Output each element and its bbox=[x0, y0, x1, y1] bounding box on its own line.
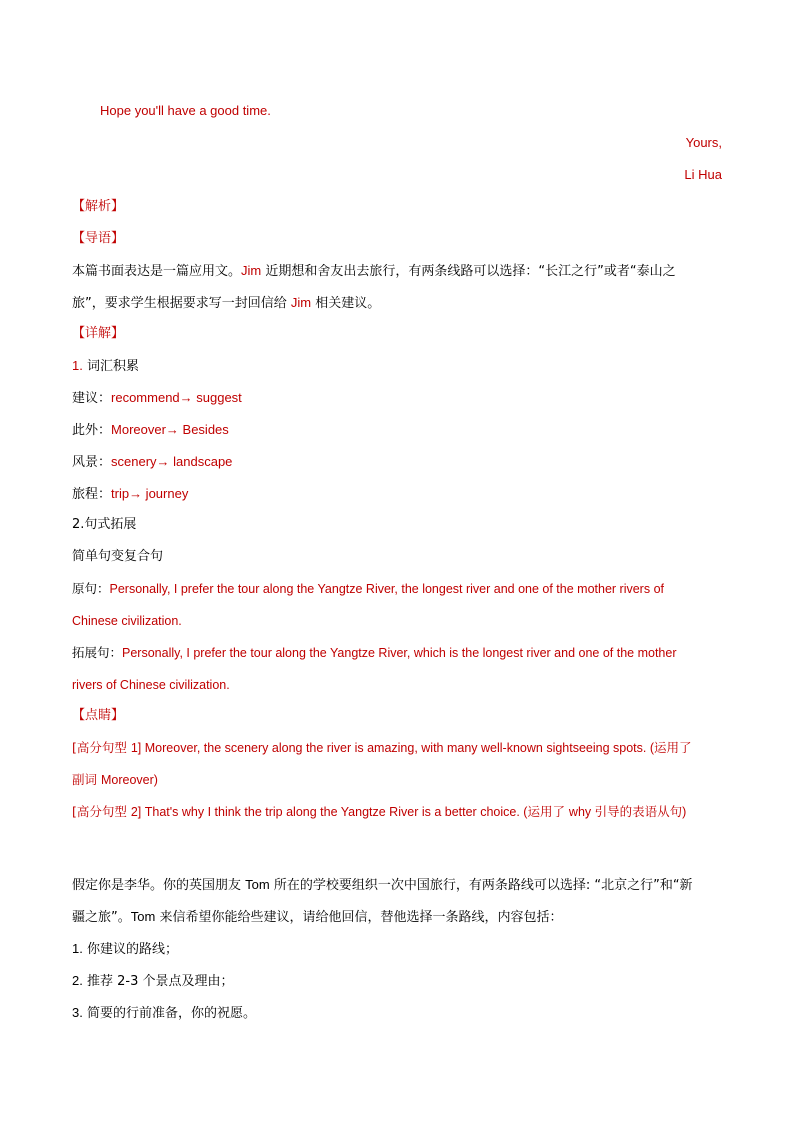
highlight-note: why 引导的表语从句) bbox=[568, 805, 687, 819]
task-item-text: 简要的行前准备，你的祝愿。 bbox=[82, 1006, 256, 1021]
extended-sentence-line-1 bbox=[72, 645, 722, 661]
letter-closing-line: Hope you'll have a good time. bbox=[100, 103, 271, 118]
highlight-prefix: [高分句型 bbox=[72, 804, 131, 819]
vocab-value: scenery→ landscape bbox=[111, 454, 233, 469]
original-label: 原句： bbox=[72, 581, 110, 596]
vocab-number: 1. bbox=[72, 358, 83, 373]
vocab-value: recommend→ suggest bbox=[111, 390, 242, 405]
highlight-sentence-1-line-2 bbox=[72, 772, 722, 788]
lead-name: Jim bbox=[290, 295, 312, 310]
vocab-value: trip→ journey bbox=[111, 486, 189, 501]
vocab-item bbox=[72, 422, 722, 439]
letter-signature: Li Hua bbox=[684, 167, 722, 182]
task-name: Tom bbox=[245, 877, 270, 892]
task-item-number: 2. bbox=[72, 973, 83, 988]
vocab-item bbox=[72, 454, 722, 471]
letter-signoff: Yours, bbox=[685, 135, 722, 150]
task-item-text: 推荐 2-3 个景点及理由； bbox=[82, 974, 234, 989]
original-sentence-line-2: Chinese civilization. bbox=[72, 614, 182, 628]
highlight-sentence-1-line-1 bbox=[72, 740, 722, 756]
vocab-item bbox=[72, 486, 722, 503]
highlight-note: 副词 bbox=[72, 772, 101, 787]
vocab-label: 建议： bbox=[72, 391, 112, 406]
highlight-note: Moreover) bbox=[100, 773, 158, 787]
analysis-header: 【解析】 bbox=[72, 199, 125, 214]
extended-sentence-line-2: rivers of Chinese civilization. bbox=[72, 678, 230, 692]
highlight-header: 【点睛】 bbox=[72, 708, 125, 723]
vocab-label: 旅程： bbox=[72, 487, 112, 502]
vocab-label: 此外： bbox=[72, 423, 112, 438]
task-paragraph-line-2 bbox=[72, 909, 722, 926]
task-text: 所在的学校要组织一次中国旅行，有两条路线可以选择: “北京之行”和“新 bbox=[269, 878, 693, 893]
lead-text: 近期想和舍友出去旅行，有两条线路可以选择：“长江之行”或者“泰山之 bbox=[261, 264, 676, 279]
lead-text: 本篇书面表达是一篇应用文。 bbox=[72, 264, 242, 279]
detail-header: 【详解】 bbox=[72, 326, 125, 341]
lead-text: 相关建议。 bbox=[311, 296, 381, 311]
highlight-prefix: [高分句型 bbox=[72, 740, 131, 755]
task-item bbox=[72, 1005, 722, 1022]
vocab-title-text: 词汇积累 bbox=[82, 359, 139, 374]
highlight-sentence: 2] That's why I think the trip along the Yangtze River is a better choice. ( bbox=[130, 805, 528, 819]
task-item-text: 你建议的路线； bbox=[82, 942, 178, 957]
lead-name: Jim bbox=[241, 263, 262, 278]
task-name: Tom bbox=[130, 909, 156, 924]
task-item bbox=[72, 941, 722, 958]
highlight-sentence-2 bbox=[72, 804, 722, 820]
task-paragraph-line-1 bbox=[72, 877, 722, 894]
lead-header: 【导语】 bbox=[72, 231, 125, 246]
lead-text: 旅”，要求学生根据要求写一封回信给 bbox=[72, 296, 291, 311]
vocab-item bbox=[72, 390, 722, 407]
highlight-note: 运用了 bbox=[527, 804, 569, 819]
lead-paragraph-line-1 bbox=[72, 263, 722, 280]
vocab-title bbox=[72, 358, 722, 375]
task-item-number: 3. bbox=[72, 1005, 83, 1020]
task-text: 来信希望你能给些建议，请给他回信，替他选择一条路线，内容包括： bbox=[155, 910, 563, 925]
highlight-sentence: 1] Moreover, the scenery along the river is amazing, with many well-known sightseeing spots. ( bbox=[130, 741, 655, 755]
lead-paragraph-line-2 bbox=[72, 295, 722, 312]
highlight-note: 运用了 bbox=[654, 740, 692, 755]
pattern-title: 2.句式拓展 bbox=[72, 517, 137, 532]
task-item bbox=[72, 973, 722, 990]
vocab-label: 风景： bbox=[72, 455, 112, 470]
task-item-number: 1. bbox=[72, 941, 83, 956]
vocab-value: Moreover→ Besides bbox=[111, 422, 229, 437]
original-sentence: Personally, I prefer the tour along the Yangtze River, the longest river and one of the mother rivers of bbox=[109, 582, 664, 596]
original-sentence-line-1 bbox=[72, 581, 722, 597]
extended-sentence: Personally, I prefer the tour along the Yangtze River, which is the longest river and one of the mother bbox=[122, 646, 677, 660]
task-text: 假定你是李华。你的英国朋友 bbox=[72, 878, 246, 893]
extended-label: 拓展句： bbox=[72, 645, 123, 660]
pattern-subtitle: 简单句变复合句 bbox=[72, 549, 164, 564]
task-text: 疆之旅”。 bbox=[72, 910, 131, 925]
